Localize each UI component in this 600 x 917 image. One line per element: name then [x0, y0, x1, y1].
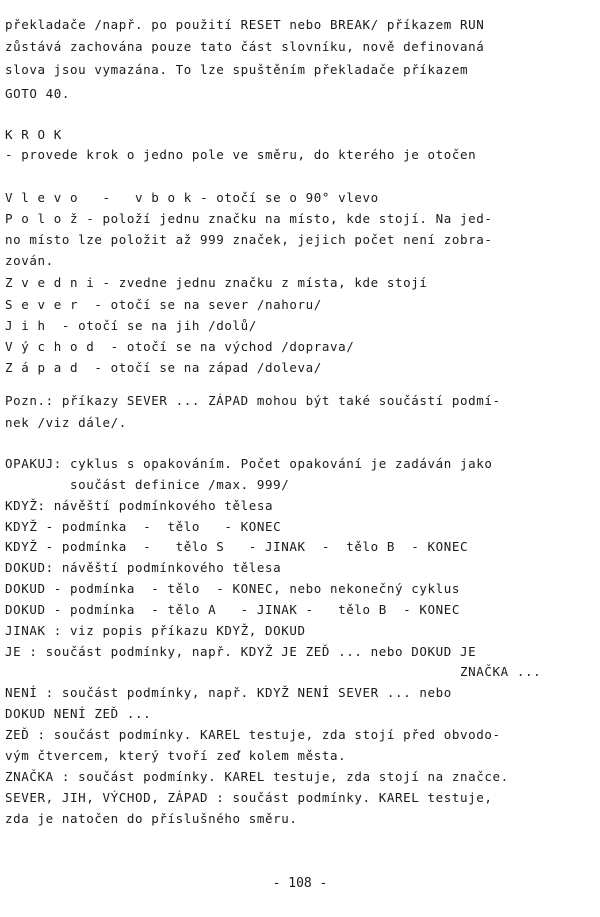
- text-line: J i h - otočí se na jih /dolů/: [5, 318, 257, 333]
- text-line: NENÍ : součást podmínky, např. KDYŽ NENÍ SEVER ... nebo: [5, 685, 452, 700]
- text-line: KDYŽ: návěští podmínkového tělesa: [5, 498, 274, 513]
- text-line: JINAK : viz popis příkazu KDYŽ, DOKUD: [5, 623, 306, 638]
- text-line: zda je natočen do příslušného směru.: [5, 811, 298, 826]
- text-line: zůstává zachována pouze tato část slovníku, nově definovaná: [5, 39, 485, 54]
- text-line: OPAKUJ: cyklus s opakováním. Počet opakování je zadáván jako: [5, 456, 493, 471]
- text-line: Z v e d n i - zvedne jednu značku z místa, kde stojí: [5, 275, 428, 290]
- text-line: P o l o ž - položí jednu značku na místo, kde stojí. Na jed-: [5, 211, 493, 226]
- text-line: slova jsou vymazána. To lze spuštěním překladače příkazem: [5, 62, 469, 77]
- text-line: SEVER, JIH, VÝCHOD, ZÁPAD : součást podmínky. KAREL testuje,: [5, 790, 493, 805]
- text-line: nek /viz dále/.: [5, 415, 127, 430]
- text-line: DOKUD NENÍ ZEĎ ...: [5, 706, 152, 721]
- text-line: součást definice /max. 999/: [5, 477, 290, 492]
- section-heading: K R O K: [5, 127, 62, 142]
- text-line: Pozn.: příkazy SEVER ... ZÁPAD mohou být také součástí podmí-: [5, 393, 501, 408]
- text-line: V l e v o - v b o k - otočí se o 90° vlevo: [5, 190, 379, 205]
- text-line: - provede krok o jedno pole ve směru, do kterého je otočen: [5, 147, 477, 162]
- text-line: ZNAČKA : součást podmínky. KAREL testuje, zda stojí na značce.: [5, 769, 509, 784]
- text-line: DOKUD: návěští podmínkového tělesa: [5, 560, 282, 575]
- text-line: zován.: [5, 253, 54, 268]
- text-line: S e v e r - otočí se na sever /nahoru/: [5, 297, 322, 312]
- text-line: KDYŽ - podmínka - tělo S - JINAK - tělo B - KONEC: [5, 539, 469, 554]
- text-line: DOKUD - podmínka - tělo - KONEC, nebo nekonečný cyklus: [5, 581, 461, 596]
- text-line: no místo lze položit až 999 značek, jejich počet není zobra-: [5, 232, 493, 247]
- text-line: V ý c h o d - otočí se na východ /doprava/: [5, 339, 355, 354]
- text-line: KDYŽ - podmínka - tělo - KONEC: [5, 519, 282, 534]
- text-line: ZNAČKA ...: [460, 664, 542, 679]
- text-line: GOTO 40.: [5, 86, 71, 101]
- text-line: vým čtvercem, který tvoří zeď kolem města.: [5, 748, 347, 763]
- text-line: ZEĎ : součást podmínky. KAREL testuje, zda stojí před obvodo-: [5, 727, 501, 742]
- text-line: DOKUD - podmínka - tělo A - JINAK - tělo B - KONEC: [5, 602, 461, 617]
- page-number: - 108 -: [272, 876, 328, 891]
- text-line: Z á p a d - otočí se na západ /doleva/: [5, 360, 322, 375]
- text-line: překladače /např. po použití RESET nebo BREAK/ příkazem RUN: [5, 17, 485, 32]
- text-line: JE : součást podmínky, např. KDYŽ JE ZEĎ ... nebo DOKUD JE: [5, 644, 477, 659]
